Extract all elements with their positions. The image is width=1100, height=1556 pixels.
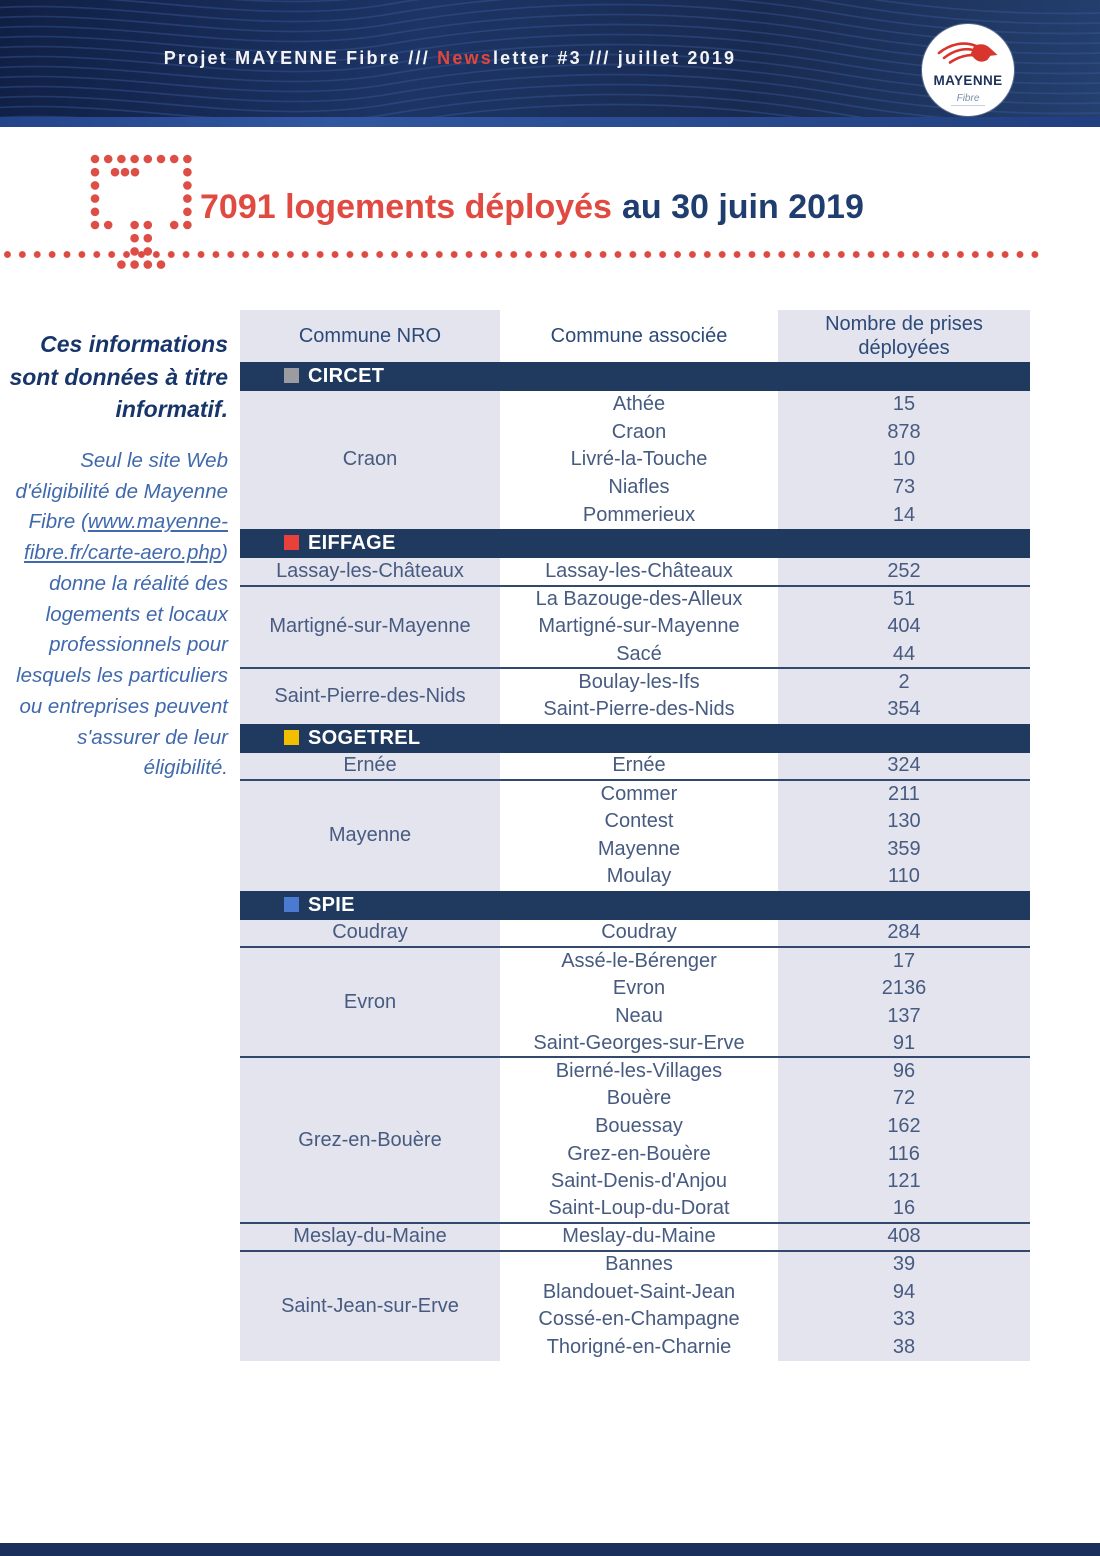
title-count: 7091 logements déployés	[200, 188, 612, 226]
commune-cell: Saint-Georges-sur-Erve	[500, 1030, 778, 1058]
commune-cell: La Bazouge-des-Alleux	[500, 586, 778, 614]
table-row	[240, 753, 1030, 781]
section-label: SOGETREL	[308, 726, 421, 749]
count-cell: 878	[778, 419, 1030, 447]
commune-cell: Ernée	[500, 753, 778, 781]
count-cell: 51	[778, 586, 1030, 614]
count-cell: 354	[778, 696, 1030, 724]
mayenne-fibre-logo	[922, 24, 1014, 116]
table-body	[240, 362, 1030, 1361]
count-cell: 16	[778, 1195, 1030, 1223]
count-cell: 137	[778, 1002, 1030, 1030]
commune-cell: Martigné-sur-Mayenne	[500, 613, 778, 641]
commune-cell: Assé-le-Bérenger	[500, 947, 778, 975]
commune-cell: Livré-la-Touche	[500, 446, 778, 474]
pegasus-icon	[937, 40, 999, 72]
commune-cell: Neau	[500, 1002, 778, 1030]
commune-cell: Pommerieux	[500, 501, 778, 529]
commune-cell: Contest	[500, 808, 778, 836]
count-cell: 211	[778, 780, 1030, 808]
section-label: EIFFAGE	[308, 531, 396, 554]
table-header-row	[240, 310, 1030, 362]
count-cell: 39	[778, 1251, 1030, 1279]
section-row-sogetrel	[240, 724, 1030, 753]
count-cell: 130	[778, 808, 1030, 836]
commune-cell: Moulay	[500, 863, 778, 891]
commune-cell: Meslay-du-Maine	[500, 1223, 778, 1251]
nro-cell: Mayenne	[240, 780, 500, 890]
table-row	[240, 391, 1030, 419]
count-cell: 359	[778, 835, 1030, 863]
newsletter-banner-title: Projet MAYENNE Fibre /// News letter #3 /// juillet 2019	[163, 48, 737, 68]
count-cell: 44	[778, 641, 1030, 669]
nro-cell: Saint-Pierre-des-Nids	[240, 668, 500, 723]
table-row	[240, 558, 1030, 586]
commune-cell: Athée	[500, 391, 778, 419]
nro-cell: Coudray	[240, 920, 500, 948]
commune-cell: Grez-en-Bouère	[500, 1140, 778, 1168]
count-cell: 94	[778, 1278, 1030, 1306]
nro-cell: Ernée	[240, 753, 500, 781]
count-cell: 73	[778, 474, 1030, 502]
section-label: CIRCET	[308, 365, 385, 387]
commune-cell: Evron	[500, 975, 778, 1003]
commune-cell: Bannes	[500, 1251, 778, 1279]
commune-cell: Cossé-en-Champagne	[500, 1306, 778, 1334]
commune-cell: Bouessay	[500, 1113, 778, 1141]
count-cell: 14	[778, 501, 1030, 529]
count-cell: 72	[778, 1085, 1030, 1113]
count-cell: 162	[778, 1113, 1030, 1141]
count-cell: 324	[778, 753, 1030, 781]
eligibility-link[interactable]: www.mayenne-fibre.fr/carte-aero.php	[24, 510, 228, 565]
count-cell: 17	[778, 947, 1030, 975]
table-row	[240, 1223, 1030, 1251]
commune-cell: Lassay-les-Châteaux	[500, 558, 778, 586]
count-cell: 91	[778, 1030, 1030, 1058]
commune-cell: Saint-Denis-d'Anjou	[500, 1168, 778, 1196]
count-cell: 38	[778, 1333, 1030, 1361]
count-cell: 2	[778, 668, 1030, 696]
count-cell: 284	[778, 920, 1030, 948]
column-header-prises: Nombre de prises déployées	[778, 310, 1030, 362]
count-cell: 96	[778, 1057, 1030, 1085]
commune-cell: Boulay-les-Ifs	[500, 668, 778, 696]
sidebar-lead-text: Ces informations sont données à titre informatif.	[9, 331, 228, 423]
nro-cell: Lassay-les-Châteaux	[240, 558, 500, 586]
count-cell: 408	[778, 1223, 1030, 1251]
commune-cell: Mayenne	[500, 835, 778, 863]
commune-cell: Saint-Pierre-des-Nids	[500, 696, 778, 724]
table-row	[240, 586, 1030, 614]
column-header-commune-associee: Commune associée	[500, 310, 778, 362]
commune-cell: Sacé	[500, 641, 778, 669]
table-row	[240, 920, 1030, 948]
sogetrel-color-swatch	[284, 730, 299, 745]
column-header-commune-nro: Commune NRO	[240, 310, 500, 362]
count-cell: 116	[778, 1140, 1030, 1168]
circet-color-swatch	[284, 368, 299, 383]
commune-cell: Bierné-les-Villages	[500, 1057, 778, 1085]
header-band	[0, 0, 1100, 127]
spie-color-swatch	[284, 897, 299, 912]
deployment-table	[240, 310, 1030, 1361]
table-row	[240, 1057, 1030, 1085]
dotted-divider	[0, 250, 1040, 259]
count-cell: 2136	[778, 975, 1030, 1003]
sidebar-body-text: Seul le site Web d'éligibilité de Mayenne Fibre (www.mayenne-fibre.fr/carte-aero.php) donne la réalité des logements et locaux professionnels pour lesquels les particuliers ou entreprises peuvent s'assurer de leur éligibilité.	[15, 448, 228, 780]
commune-cell: Blandouet-Saint-Jean	[500, 1278, 778, 1306]
title-date: au 30 juin 2019	[621, 188, 864, 226]
page-title	[200, 188, 864, 227]
nro-cell: Saint-Jean-sur-Erve	[240, 1251, 500, 1361]
dotted-screen-icon	[88, 152, 194, 278]
commune-cell: Bouère	[500, 1085, 778, 1113]
nro-cell: Grez-en-Bouère	[240, 1057, 500, 1223]
count-cell: 121	[778, 1168, 1030, 1196]
section-label: SPIE	[308, 893, 355, 916]
commune-cell: Niafles	[500, 474, 778, 502]
section-row-spie	[240, 891, 1030, 920]
table-row	[240, 668, 1030, 696]
nro-cell: Evron	[240, 947, 500, 1057]
count-cell: 15	[778, 391, 1030, 419]
table-row	[240, 1251, 1030, 1279]
count-cell: 404	[778, 613, 1030, 641]
logo-wordmark: MAYENNE	[933, 73, 1003, 88]
section-row-circet	[240, 362, 1030, 391]
table-row	[240, 947, 1030, 975]
count-cell: 110	[778, 863, 1030, 891]
sidebar-note	[6, 328, 228, 784]
table-row	[240, 780, 1030, 808]
nro-cell: Meslay-du-Maine	[240, 1223, 500, 1251]
footer-band	[0, 1543, 1100, 1556]
logo-subtitle: Fibre	[951, 93, 986, 106]
count-cell: 252	[778, 558, 1030, 586]
nro-cell: Craon	[240, 391, 500, 529]
commune-cell: Coudray	[500, 920, 778, 948]
commune-cell: Thorigné-en-Charnie	[500, 1333, 778, 1361]
count-cell: 33	[778, 1306, 1030, 1334]
count-cell: 10	[778, 446, 1030, 474]
commune-cell: Saint-Loup-du-Dorat	[500, 1195, 778, 1223]
commune-cell: Craon	[500, 419, 778, 447]
section-row-eiffage	[240, 529, 1030, 558]
banner-bottom-strip	[0, 117, 1100, 127]
eiffage-color-swatch	[284, 535, 299, 550]
commune-cell: Commer	[500, 780, 778, 808]
nro-cell: Martigné-sur-Mayenne	[240, 586, 500, 669]
